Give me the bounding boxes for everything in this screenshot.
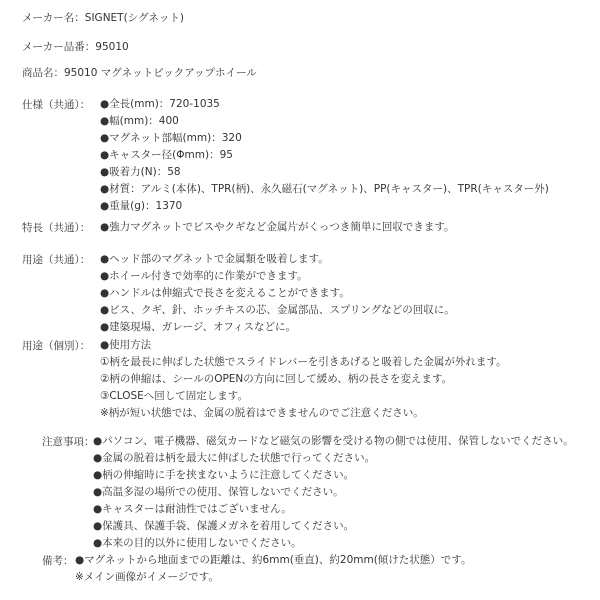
spec-item: ●材質：アルミ(本体)、TPR(柄)、永久磁石(マグネット)、PP(キャスター)、TPR(キャスター外) — [100, 183, 549, 195]
caution-item: ●高温多湿の場所での使用、保管しないでください。 — [93, 486, 344, 498]
uses-individual-list — [100, 337, 507, 422]
spec-label: 仕様（共通）： — [22, 99, 91, 111]
uses-common-item: ●ハンドルは伸縮式で長さを変えることができます。 — [100, 287, 350, 299]
spec-item: ●キャスター径(Φmm)：95 — [100, 149, 233, 161]
caution-item: ●保護具、保護手袋、保護メガネを着用してください。 — [93, 520, 355, 532]
uses-common-item: ●ビス、クギ、針、ホッチキスの芯、金属部品、スプリングなどの回収に。 — [100, 304, 455, 316]
uses-individual-item: ②柄の伸縮は、シールのOPENの方向に回して緩め、柄の長さを変えます。 — [100, 373, 453, 385]
spec-item: ●全長(mm)：720-1035 — [100, 98, 220, 110]
remarks-text: ●マグネットから地面までの距離は、約6mm(垂直)、約20mm(傾けた状態）です。 — [75, 554, 472, 566]
spec-item: ●吸着力(N)：58 — [100, 166, 181, 178]
cautions-label: 注意事項： — [42, 436, 95, 448]
uses-common-item: ●建築現場、ガレージ、オフィスなどに。 — [100, 321, 296, 333]
uses-common-list — [100, 251, 455, 336]
caution-item: ●パソコン、電子機器、磁気カードなど磁気の影響を受ける物の側では使用、保管しないでください。 — [93, 435, 574, 447]
cautions-list — [93, 433, 574, 552]
features-label: 特長（共通）： — [22, 222, 91, 234]
uses-common-item: ●ホイール付きで効率的に作業ができます。 — [100, 270, 308, 282]
caution-item: ●本来の目的以外に使用しないでください。 — [93, 537, 302, 549]
spec-item: ●幅(mm)：400 — [100, 115, 179, 127]
remarks-label: 備考： — [42, 555, 74, 567]
spec-list — [100, 96, 549, 215]
product-name: 商品名：95010 マグネットピックアップホイール — [22, 67, 257, 79]
maker-part-number: メーカー品番：95010 — [22, 41, 129, 53]
uses-individual-item: ③CLOSEへ回して固定します。 — [100, 390, 248, 402]
spec-item: ●重量(g)：1370 — [100, 200, 183, 212]
caution-item: ●柄の伸縮時に手を挟まないように注意してください。 — [93, 469, 355, 481]
remarks-list — [75, 552, 471, 586]
remarks-note: ※メイン画像がイメージです。 — [75, 571, 219, 583]
uses-individual-item: ●使用方法 — [100, 339, 152, 351]
uses-common-item: ●ヘッド部のマグネットで金属類を吸着します。 — [100, 253, 329, 265]
uses-individual-item: ※柄が短い状態では、金属の脱着はできませんのでご注意ください。 — [100, 407, 424, 419]
maker-name: メーカー名：SIGNET(シグネット) — [22, 12, 184, 24]
uses-common-label: 用途（共通）： — [22, 254, 91, 266]
features-text: ●強力マグネットでビスやクギなど金属片がくっつき簡単に回収できます。 — [100, 221, 455, 233]
uses-individual-item: ①柄を最長に伸ばした状態でスライドレバーを引きあげると吸着した金属が外れます。 — [100, 356, 507, 368]
features-list — [100, 219, 455, 236]
uses-individual-label: 用途（個別）： — [22, 340, 91, 352]
caution-item: ●キャスターは耐油性ではございません。 — [93, 503, 292, 515]
spec-item: ●マグネット部幅(mm)：320 — [100, 132, 242, 144]
caution-item: ●金属の脱着は柄を最大に伸ばした状態で行ってください。 — [93, 452, 376, 464]
